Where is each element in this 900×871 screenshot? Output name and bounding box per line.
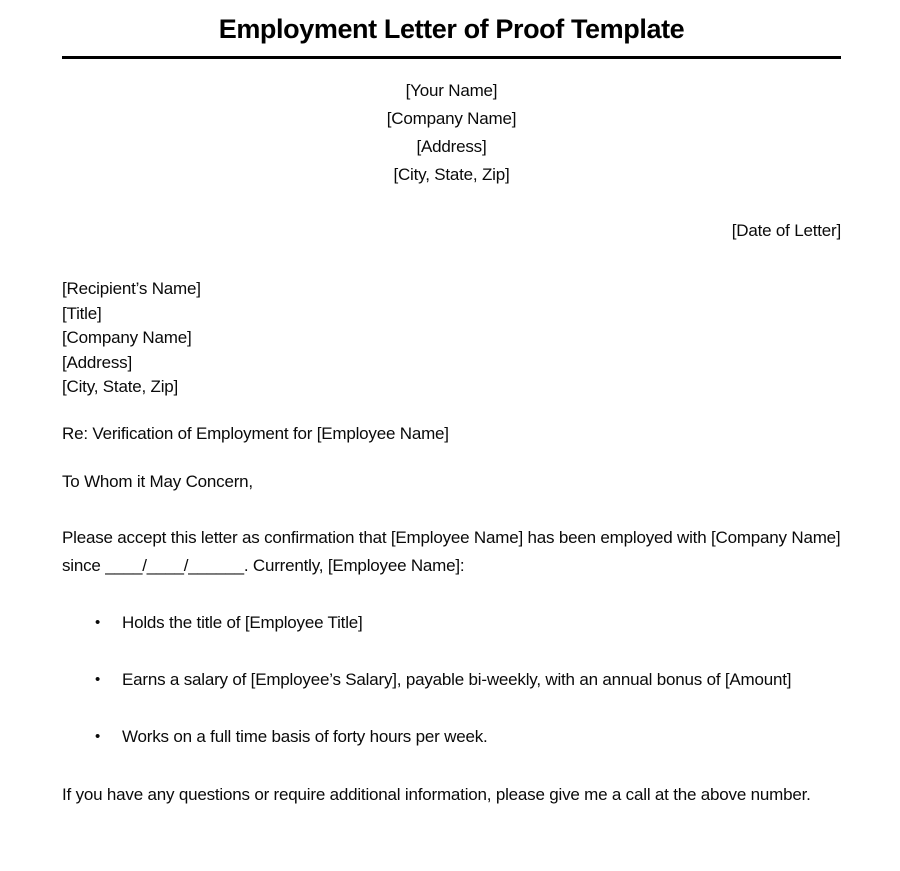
recipient-address-block bbox=[62, 277, 841, 400]
bullet-icon: • bbox=[95, 613, 101, 631]
sender-address-line: [Address] bbox=[416, 137, 487, 156]
letter-content bbox=[62, 0, 841, 811]
employment-details-list bbox=[62, 609, 841, 751]
recipient-company-line: [Company Name] bbox=[62, 328, 192, 347]
sender-address-block bbox=[62, 77, 841, 189]
recipient-name-line: [Recipient’s Name] bbox=[62, 279, 201, 298]
intro-paragraph: Please accept this letter as confirmation that [Employee Name] has been employed with [Company Name] since ____/____/______. Currently, [Employee Name]: bbox=[62, 527, 841, 575]
salutation: To Whom it May Concern, bbox=[62, 471, 253, 491]
date-of-letter: [Date of Letter] bbox=[731, 221, 841, 240]
sender-name-line: [Your Name] bbox=[405, 81, 498, 100]
page-title: Employment Letter of Proof Template bbox=[218, 14, 685, 44]
bullet-text-hours: Works on a full time basis of forty hours per week. bbox=[122, 726, 488, 746]
bullet-icon: • bbox=[95, 670, 101, 688]
bullet-text-salary: Earns a salary of [Employee’s Salary], payable bi-weekly, with an annual bonus of [Amount] bbox=[122, 669, 792, 689]
list-item bbox=[62, 609, 841, 637]
list-item bbox=[62, 723, 841, 751]
sender-company-line: [Company Name] bbox=[386, 109, 517, 128]
title-divider bbox=[62, 56, 841, 59]
recipient-city-line: [City, State, Zip] bbox=[62, 377, 179, 396]
list-item bbox=[62, 666, 841, 694]
closing-paragraph: If you have any questions or require additional information, please give me a call at the above number. bbox=[62, 784, 811, 804]
recipient-address-line: [Address] bbox=[62, 352, 133, 372]
recipient-title-line: [Title] bbox=[62, 303, 102, 323]
bullet-text-title: Holds the title of [Employee Title] bbox=[122, 612, 363, 632]
subject-line: Re: Verification of Employment for [Employee Name] bbox=[62, 423, 449, 443]
bullet-icon: • bbox=[95, 727, 101, 745]
sender-city-line: [City, State, Zip] bbox=[393, 165, 510, 184]
